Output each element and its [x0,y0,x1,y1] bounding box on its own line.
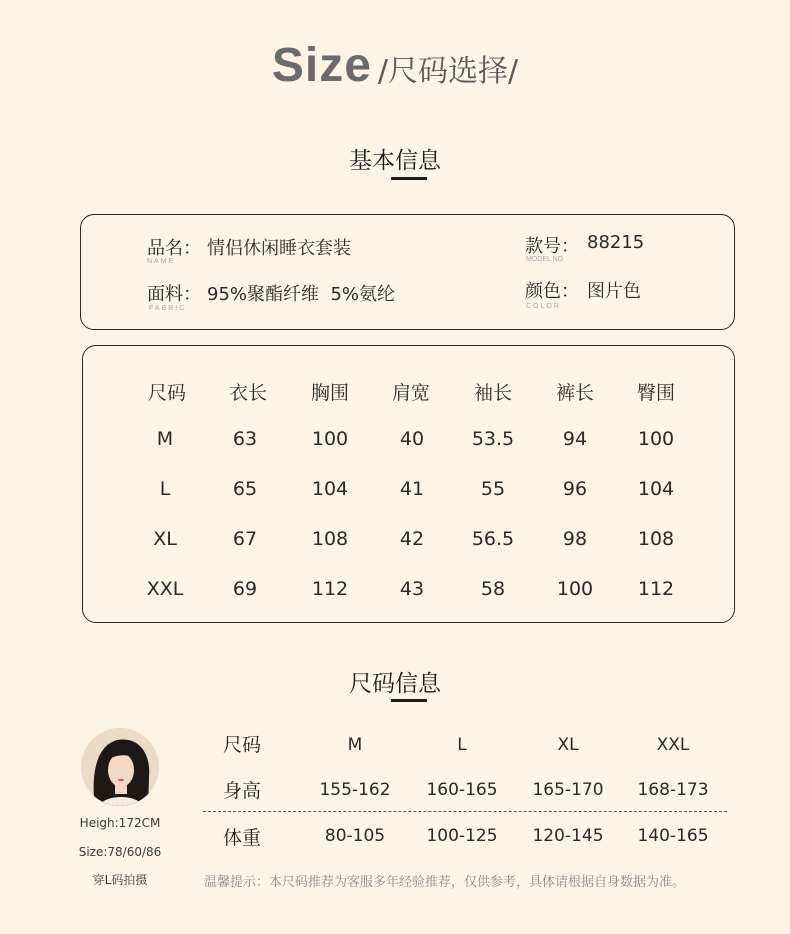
size-info-size: XXL [656,735,690,755]
model-label: 款号： [525,236,579,257]
color-value: 图片色 [587,281,641,302]
size-info-height: 155-162 [319,780,391,800]
fabric-label: 面料： [147,284,201,305]
size-table-cell: 96 [562,478,588,500]
size-info-height: 160-165 [426,780,498,800]
size-table-cell: 40 [399,428,425,450]
color-sub: COLOR [526,303,561,310]
size-table-cell: 112 [311,578,349,600]
fabric-value: 95%聚酯纤维 5%氨纶 [207,284,396,305]
name-label: 品名： [147,238,201,259]
size-table-cell: 112 [637,578,675,600]
header-title-cn: /尺码选择/ [377,54,519,89]
size-info-weight: 80-105 [324,826,386,846]
size-info-title: 尺码信息 [349,671,441,697]
size-info-height: 165-170 [532,780,604,800]
page-header [0,38,790,93]
size-table-cell: 65 [232,478,258,500]
basic-info-underline [391,177,427,180]
size-table-cell: 100 [637,428,675,450]
model-value: 88215 [587,232,645,253]
size-table-cell: 104 [637,478,675,500]
size-table-cell: 42 [399,528,425,550]
name-sub: NAME [147,258,176,265]
size-table-cell: 41 [399,478,425,500]
size-table-cell: 98 [562,528,588,550]
size-info-weight: 140-165 [637,826,709,846]
size-table-cell: M [156,428,174,450]
size-table-header: 裤长 [555,382,594,404]
size-table-cell: 56.5 [471,528,515,550]
size-info-size: XL [557,735,579,755]
size-info-size: L [457,735,467,755]
size-info-underline [391,699,427,702]
size-table-cell: 55 [480,478,506,500]
size-table-cell: XXL [146,578,184,600]
size-table-cell: 94 [562,428,588,450]
size-table-cell: 43 [399,578,425,600]
model-size: Size:78/60/86 [78,845,162,859]
model-wear-note: 穿L码拍摄 [92,873,148,887]
size-table-header: 肩宽 [391,382,430,404]
fabric-sub: FABRIC [149,305,187,312]
model-portrait [81,728,159,806]
size-table-cell: 53.5 [471,428,515,450]
size-info-weight: 120-145 [532,826,604,846]
model-height: Heigh:172CM [79,816,161,830]
basic-info-title: 基本信息 [349,148,441,174]
size-info-label-weight: 体重 [223,827,262,849]
size-info-divider [203,811,727,812]
size-table-cell: XL [153,528,177,550]
size-info-height: 168-173 [637,780,709,800]
size-table-cell: 69 [232,578,258,600]
size-info-weight: 100-125 [426,826,498,846]
size-tip: 温馨提示：本尺码推荐为客服多年经验推荐，仅供参考，具体请根据自身数据为准。 [204,875,686,890]
size-table-cell: 58 [480,578,506,600]
color-label: 颜色： [525,281,579,302]
size-table-cell: 67 [232,528,258,550]
size-info-size: M [347,735,363,755]
size-table-header: 尺码 [147,382,186,404]
size-table-header: 胸围 [310,382,349,404]
size-table-cell: 100 [556,578,594,600]
size-table-header: 衣长 [228,382,267,404]
size-table-cell: L [159,478,171,500]
size-table-cell: 104 [311,478,349,500]
header-title-en: Size [271,39,372,92]
model-sub: MODEL NO [526,256,564,263]
size-table-header: 臀围 [636,382,675,404]
size-table-cell: 100 [311,428,349,450]
size-info-label-height: 身高 [223,780,262,802]
model-avatar [81,728,159,806]
size-table-cell: 108 [311,528,349,550]
size-table-cell: 63 [232,428,258,450]
name-value: 情侣休闲睡衣套装 [207,238,351,259]
size-table-cell: 108 [637,528,675,550]
size-table-header: 袖长 [473,382,512,404]
size-info-label-size: 尺码 [223,734,262,756]
